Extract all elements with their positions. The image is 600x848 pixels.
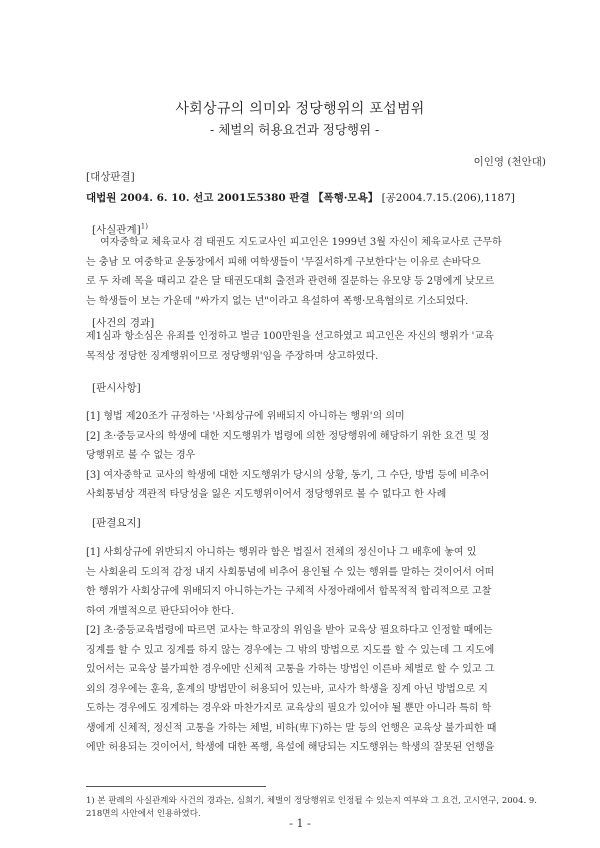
facts-line: 여자중학교 체육교사 겸 태권도 지도교사인 피고인은 1999년 3월 자신이 체육교사로 근무하 [100, 237, 502, 248]
holdings-paragraph [86, 543, 516, 758]
footnote: 1) 본 판례의 사실관계와 사건의 경과는, 심희기, 체벌이 정당행위로 인정될 수 있는지 여부와 그 요건, 고시연구, 2004. 9. 218면의 사안에서 인용하였다. [86, 796, 537, 819]
footnote-divider [86, 786, 266, 787]
section-label-holdings: [판결요지] [92, 517, 141, 529]
case-citation-main: 대법원 2004. 6. 10. 선고 2001도5380 판결 [86, 192, 310, 204]
page-number: - 1 - [289, 817, 311, 830]
history-paragraph [86, 327, 516, 366]
section-label-issues: [판시사항] [92, 382, 141, 394]
holdings-line: 징계를 할 수 있고 징계를 하지 않는 경우에는 그 밖의 방법으로 지도를 할 수 있는데 그 지도에 [86, 644, 495, 656]
case-citation-report: [공2004.7.15.(206),1187] [381, 192, 515, 204]
facts-line: 는 학생들이 보는 가운데 "싸가지 없는 년"이라고 욕설하여 폭행·모욕혐의로 기소되었다. [86, 295, 469, 307]
author-line: 이인영 (천안대) [473, 156, 546, 168]
holdings-line: 있어서는 교육상 불가피한 경우에만 신체적 고통을 가하는 방법인 이른바 체벌로 할 수 있고 그 [86, 664, 495, 675]
footnote-marker: 1) [140, 222, 148, 231]
holdings-line: 하여 개별적으로 판단되어야 한다. [86, 605, 234, 617]
issues-line: 사회통념상 객관적 타당성을 잃은 지도행위이어서 정당행위로 볼 수 없다고 한 사례 [86, 489, 447, 500]
case-citation [86, 190, 515, 205]
section-label-target: [대상판결] [86, 171, 135, 183]
facts-paragraph [86, 233, 516, 311]
facts-line: 로 두 차례 목을 때리고 같은 달 태권도대회 출전과 관련해 질문하는 유모양 등 2명에게 낮모르 [86, 276, 495, 287]
holdings-line: [2] 초·중등교육법령에 따르면 교사는 학교장의 위임을 받아 교육상 필요하다고 인정할 때에는 [86, 625, 493, 636]
history-line: 제1심과 항소심은 유죄를 인정하고 벌금 100만원을 선고하였고 피고인은 자신의 행위가 '교육 [86, 331, 494, 342]
holdings-line: 도하는 경우에도 징계하는 경우와 마찬가지로 교육상의 필요가 있어야 될 뿐만 아니라 특히 학 [86, 703, 492, 714]
history-line: 목적상 정당한 징계행위이므로 정당행위'임을 주장하며 상고하였다. [86, 350, 379, 362]
holdings-line: 외의 경우에는 훈육, 훈계의 방법만이 허용되어 있는바, 교사가 학생을 징계 아닌 방법으로 지 [86, 683, 488, 695]
holdings-line: 에만 허용되는 것이어서, 학생에 대한 폭행, 욕설에 해당되는 지도행위는 학생의 잘못된 언행을 [86, 742, 495, 753]
holdings-line: 한 행위가 사회상규에 위배되지 아니하는가는 구체적 사정아래에서 합목적적 합리적으로 고찰 [86, 586, 492, 597]
case-citation-charge: 【폭행·모욕】 [312, 192, 379, 204]
document-subtitle: - 체벌의 허용요건과 정당행위 - [210, 122, 380, 137]
issues-line: [3] 여자중학교 교사의 학생에 대한 지도행위가 당시의 상황, 동기, 그 수단, 방법 등에 비추어 [86, 469, 490, 481]
issues-line: [2] 초·중등교사의 학생에 대한 지도행위가 법령에 의한 정당행위에 해당하기 위한 요건 및 정 [86, 430, 490, 442]
issues-line: 당행위로 볼 수 없는 경우 [86, 450, 196, 461]
document-title: 사회상규의 의미와 정당행위의 포섭범위 [175, 101, 425, 117]
holdings-line: 생에게 신체적, 정신적 고통을 가하는 체벌, 비하(卑下)하는 말 등의 언행은 교육상 불가피한 때 [86, 722, 497, 734]
facts-line: 는 충남 모 여중학교 운동장에서 피해 여학생들이 '무질서하게 구보한다'는 이유로 손바닥으 [86, 256, 481, 268]
holdings-line: [1] 사회상규에 위반되지 아니하는 행위라 함은 법질서 전체의 정신이나 그 배후에 놓여 있 [86, 547, 477, 558]
section-label-facts-text: [사실관계] [92, 224, 141, 236]
issues-line: [1] 형법 제20조가 규정하는 '사회상규에 위배되지 아니하는 행위'의 의미 [86, 411, 405, 422]
issues-paragraph [86, 407, 516, 505]
section-label-history: [사건의 경과] [92, 317, 155, 329]
holdings-line: 는 사회윤리 도의적 감정 내지 사회통념에 비추어 용인될 수 있는 행위를 말하는 것이어서 어떠 [86, 566, 495, 578]
